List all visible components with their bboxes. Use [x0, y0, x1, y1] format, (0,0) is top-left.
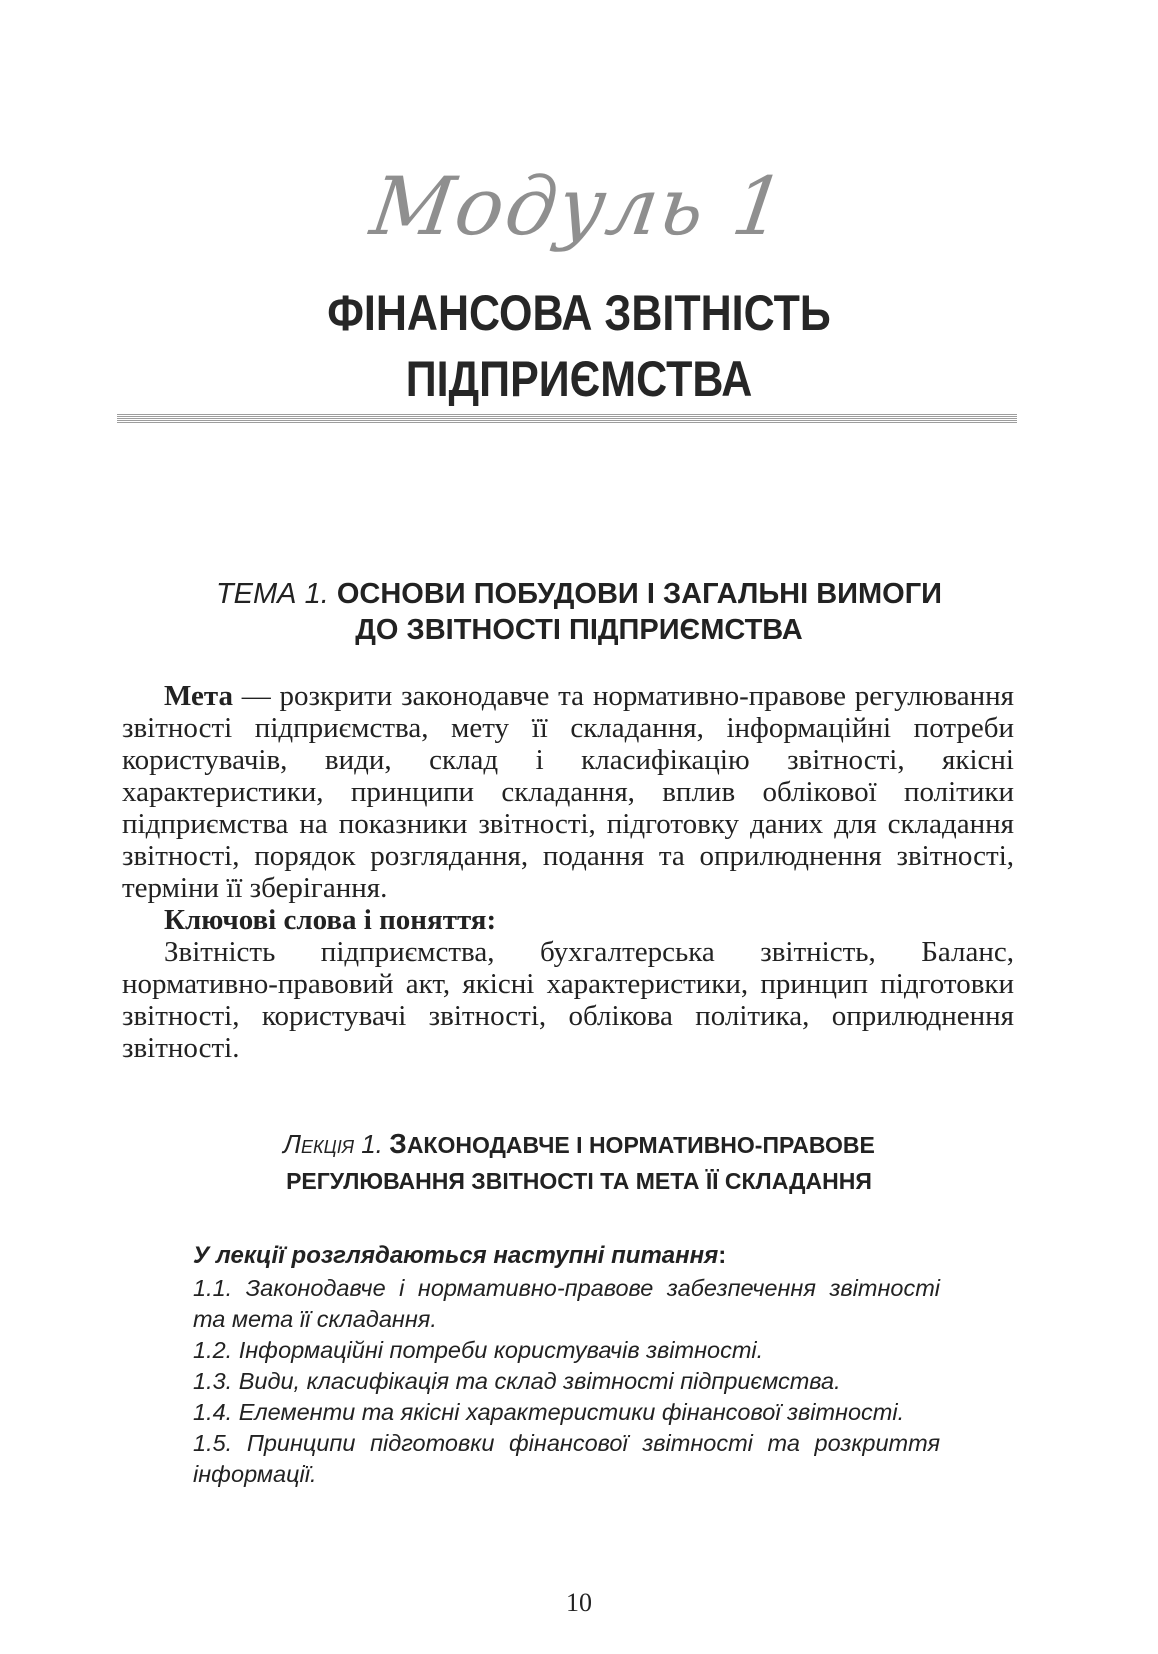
lecture-title-line2: РЕГУЛЮВАННЯ ЗВІТНОСТІ ТА МЕТА ЇЇ СКЛАДАННЯ — [286, 1168, 872, 1194]
question-item: 1.3. Види, класифікація та склад звітності підприємства. — [193, 1368, 841, 1394]
topic-heading-line1 — [0, 576, 1158, 612]
keywords-text: Звітність підприємства, бухгалтерська звітність, Баланс, нормативно-правовий акт, якісні характеристики, принцип підготовки звітності, користувачі звітності, облікова політика, оприлюднення звітності. — [122, 936, 1014, 1064]
topic-heading — [0, 576, 1158, 648]
goal-label: Мета — [164, 680, 233, 712]
lecture-title-first-letter: З — [389, 1128, 407, 1159]
goal-paragraph — [122, 680, 1014, 904]
topic-prefix: ТЕМА 1. — [215, 578, 329, 610]
question-item: 1.5. Принципи підготовки фінансової звітності та розкриття інформації. — [193, 1430, 940, 1487]
lecture-prefix: Лекція 1. — [283, 1129, 383, 1159]
topic-title-line1: ОСНОВИ ПОБУДОВИ І ЗАГАЛЬНІ ВИМОГИ — [336, 578, 943, 610]
lecture-heading — [0, 1126, 1158, 1199]
question-item: 1.2. Інформаційні потреби користувачів звітності. — [193, 1337, 764, 1363]
module-title-line2: ПІДПРИЄМСТВА — [405, 351, 753, 407]
goal-text: — розкрити законодавче та нормативно-правове регулювання звітності підприємства, мету її складання, інформаційні потреби користувачів, види, склад і класифікацію звітності, якісні характеристики, принципи складання, вплив облікової політики підприємства на показники звітності, підготовку даних для складання звітності, порядок розглядання, подання та оприлюднення звітності, терміни її зберігання. — [122, 680, 1014, 904]
keywords-heading — [122, 904, 1014, 936]
questions-heading — [193, 1240, 940, 1271]
page-number: 10 — [566, 1588, 592, 1617]
lecture-questions — [193, 1240, 940, 1490]
topic-description — [122, 680, 1014, 1064]
questions-heading-text: У лекції розглядаються наступні питання — [193, 1242, 719, 1269]
title-divider — [117, 414, 1017, 423]
question-item: 1.1. Законодавче і нормативно-правове забезпечення звітності та мета її складання. — [193, 1275, 940, 1332]
keywords-label: Ключові слова і поняття: — [164, 904, 497, 936]
question-item: 1.4. Елементи та якісні характеристики фінансової звітності. — [193, 1399, 905, 1425]
topic-title-line2: ДО ЗВІТНОСТІ ПІДПРИЄМСТВА — [355, 614, 803, 646]
lecture-title-line1: АКОНОДАВЧЕ І НОРМАТИВНО-ПРАВОВЕ — [406, 1132, 875, 1158]
module-label: Модуль 1 — [365, 160, 793, 253]
module-title-line1: ФІНАНСОВА ЗВІТНІСТЬ — [327, 285, 831, 341]
lecture-heading-line1 — [0, 1126, 1158, 1163]
questions-heading-colon: : — [718, 1242, 727, 1269]
module-title — [81, 280, 1077, 412]
